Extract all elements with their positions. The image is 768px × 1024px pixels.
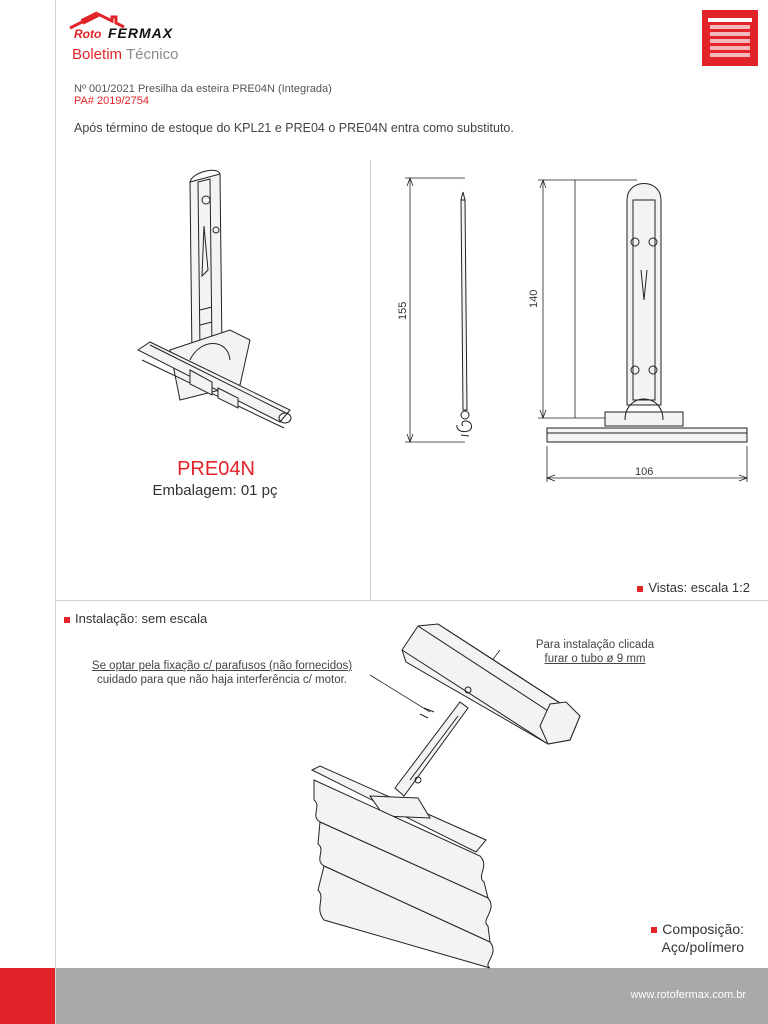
product-name: PRE04N (177, 458, 255, 480)
front-height-label: 140 (528, 289, 540, 308)
bullet-square-icon (64, 617, 70, 623)
bullet-square-icon (651, 927, 657, 933)
installation-label (64, 611, 207, 626)
bulletin-title-red: Boletim (72, 46, 123, 63)
views-scale-label (637, 580, 750, 595)
click-install-note-line2: furar o tubo ø 9 mm (544, 653, 646, 665)
rotofermax-logo (68, 14, 218, 45)
front-view-drawing (525, 170, 765, 490)
installation-drawing (300, 620, 600, 970)
left-margin-bar (0, 0, 56, 1024)
window-blind-icon (702, 10, 758, 66)
front-width-label: 106 (635, 466, 654, 478)
bulletin-title (72, 46, 178, 63)
left-bottom-accent (0, 968, 55, 1024)
side-view-drawing (395, 170, 495, 460)
website-link[interactable]: www.rotofermax.com.br (630, 989, 746, 1001)
bullet-square-icon (637, 586, 643, 592)
bulletin-title-gray: Técnico (125, 46, 179, 63)
section-divider (56, 600, 768, 601)
product-isometric-drawing (120, 170, 310, 440)
footer-bar (56, 968, 768, 1024)
composition-value: Aço/polímero (661, 939, 744, 955)
click-install-note-line1: Para instalação clicada (535, 639, 655, 651)
views-scale-text: Vistas: escala 1:2 (648, 580, 750, 595)
document-number: Nº 001/2021 Presilha da esteira PRE04N (Integrada) (74, 83, 332, 95)
screw-note-line2: cuidado para que não haja interferência c/ motor. (97, 674, 347, 686)
screw-note-line1: Se optar pela fixação c/ parafusos (não fornecidos) (91, 660, 353, 672)
intro-text: Após término de estoque do KPL21 e PRE04 o PRE04N entra como substituto. (74, 121, 514, 135)
logo-fermax-text: FERMAX (108, 25, 174, 41)
side-height-label: 155 (397, 301, 409, 320)
composition-label: Composição: (662, 921, 744, 937)
composition-label-row (651, 920, 744, 938)
logo-roto-text: Roto (74, 27, 102, 41)
installation-text: Instalação: sem escala (75, 611, 208, 626)
pa-number: PA# 2019/2754 (74, 95, 150, 107)
composition-block (651, 920, 744, 956)
packing-info: Embalagem: 01 pç (152, 482, 278, 499)
view-divider (370, 160, 371, 600)
